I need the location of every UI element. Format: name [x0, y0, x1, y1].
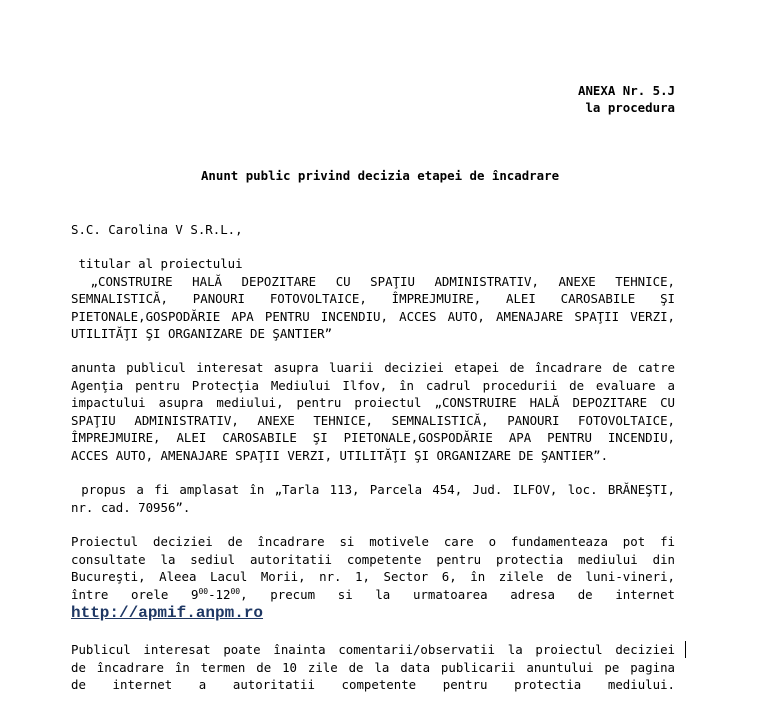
consultation-paragraph: [71, 533, 675, 623]
project-line: PIETONALE,GOSPODĂRIE APA PENTRU INCENDIU, ACCES AUTO, AMENAJARE SPAŢII VERZI,: [71, 308, 675, 324]
announcement-paragraph: [71, 359, 675, 464]
hours-start-minutes: 00: [198, 586, 209, 596]
location-paragraph: [71, 481, 675, 516]
project-title: [71, 273, 675, 343]
annex-procedure: la procedura: [585, 100, 675, 115]
paragraph-line: Proiectul deciziei de încadrare si motivele care o fundamenteaza pot fi: [71, 534, 675, 549]
project-line: „CONSTRUIRE HALĂ DEPOZITARE CU SPAŢIU ADMINISTRATIV, ANEXE TEHNICE,: [71, 273, 675, 289]
website-link[interactable]: http://apmif.anpm.ro: [71, 604, 264, 622]
hours-end-minutes: 00: [230, 586, 241, 596]
paragraph-line: Publicul interesat poate înainta comentarii/observatii la proiectul deciziei: [71, 642, 675, 657]
hours-prefix: între orele 9: [71, 586, 199, 602]
paragraph-line: de internet a autoritatii competente pentru protectia mediului.: [71, 677, 675, 692]
paragraph-line: Agenţia pentru Protecţia Mediului Ilfov, în cadrul procedurii de evaluare a: [71, 377, 675, 393]
comments-paragraph: [71, 641, 675, 694]
paragraph-line: consultate la sediul autoritatii competente pentru protectia mediului din: [71, 551, 675, 567]
hours-line: [71, 586, 675, 604]
paragraph-line: ACCES AUTO, AMENAJARE SPAŢII VERZI, UTILITĂŢI ŞI ORGANIZARE DE ŞANTIER”.: [71, 447, 609, 463]
project-line: SEMNALISTICĂ, PANOURI FOTOVOLTAICE, ÎMPREJMUIRE, ALEI CAROSABILE ŞI: [71, 291, 675, 306]
company-name: S.C. Carolina V S.R.L.,: [71, 222, 243, 237]
paragraph-line: ÎMPREJMUIRE, ALEI CAROSABILE ŞI PIETONALE,GOSPODĂRIE APA PENTRU INCENDIU,: [71, 430, 675, 445]
paragraph-line: anunta publicul interesat asupra luarii deciziei etapei de încadrare de catre: [71, 360, 675, 375]
project-holder: [71, 255, 675, 343]
annex-header: [578, 82, 675, 116]
paragraph-line: impactului asupra mediului, pentru proiectul „CONSTRUIRE HALĂ DEPOZITARE CU: [71, 395, 675, 410]
document-title: Anunt public privind decizia etapei de încadrare: [200, 168, 560, 183]
text-cursor: [685, 641, 686, 658]
paragraph-line: Bucureşti, Aleea Lacul Morii, nr. 1, Sector 6, în zilele de luni-vineri,: [71, 569, 675, 584]
paragraph-line: de încadrare în termen de 10 zile de la data publicarii anuntului pe pagina: [71, 659, 675, 675]
paragraph-line: propus a fi amplasat în „Tarla 113, Parcela 454, Jud. ILFOV, loc. BRĂNEŞTI,: [71, 482, 675, 497]
paragraph-line: SPAŢIU ADMINISTRATIV, ANEXE TEHNICE, SEMNALISTICĂ, PANOURI FOTOVOLTAICE,: [71, 412, 675, 428]
holder-label: titular al proiectului: [71, 256, 243, 271]
annex-number: ANEXA Nr. 5.J: [578, 83, 675, 98]
project-line: UTILITĂŢI ŞI ORGANIZARE DE ŞANTIER”: [71, 326, 333, 341]
paragraph-line: nr. cad. 70956”.: [71, 499, 191, 515]
hours-mid: -12: [208, 586, 231, 602]
hours-suffix: , precum si la urmatoarea adresa de internet: [240, 586, 675, 602]
